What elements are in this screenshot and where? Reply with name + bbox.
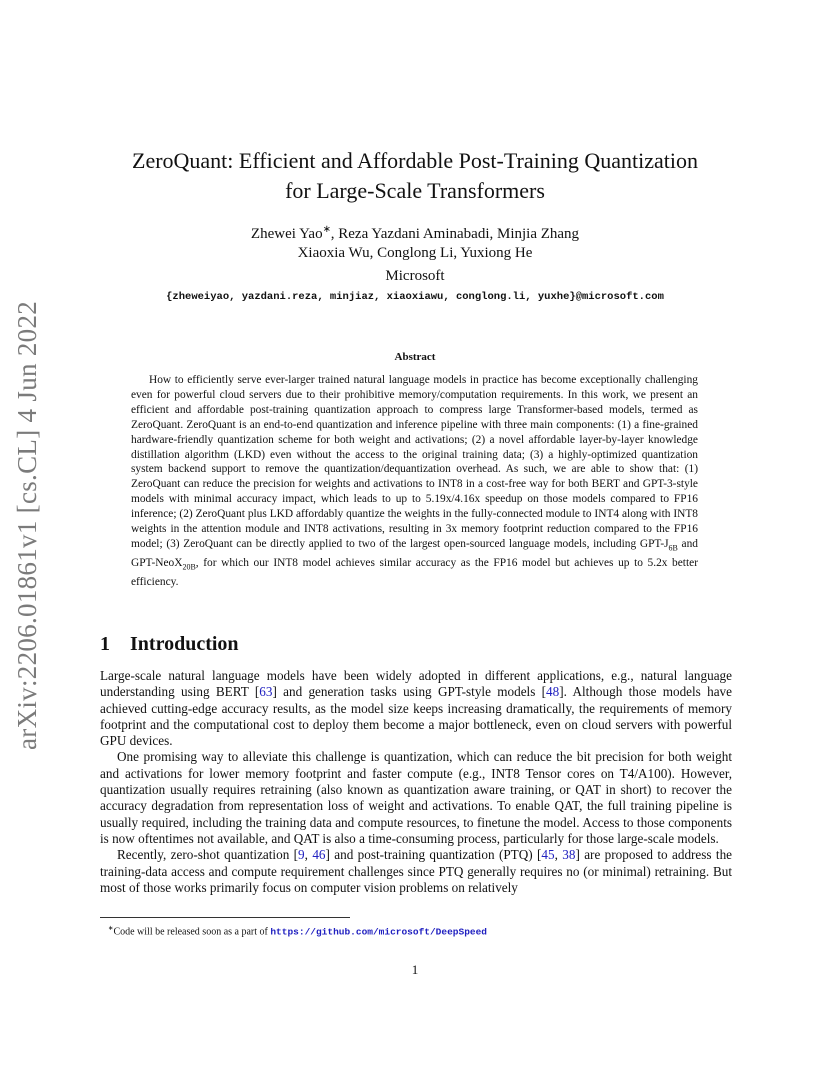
p3-separator: , [304, 847, 313, 863]
p1-text-a: Large-scale natural language models have been widely adopted in different applications, e.g., natural language understanding using BERT [ [100, 668, 732, 700]
abstract-subscript-6b: 6B [668, 543, 678, 553]
authors-line-2: Xiaoxia Wu, Conglong Li, Yuxiong He [297, 245, 533, 261]
intro-paragraph-3 [100, 847, 732, 896]
abstract-text-1: How to efficiently serve ever-larger trained natural language models in practice has become exceptionally challenging even for powerful cloud servers due to their prohibitive memory/computation requirements. In this work, we present an efficient and affordable post-training quantization approach to compress large Transformer-based models, termed as ZeroQuant. ZeroQuant is an end-to-end quantization and inference pipeline with three main components: (1) a fine-grained hardware-friendly quantization scheme for both weight and activations; (2) a novel affordable layer-by-layer knowledge distillation algorithm (LKD) even without the access to the original training data; (3) a highly-optimized quantization system backend support to remove the quantization/dequantization overhead. As such, we are able to show that: (1) ZeroQuant can reduce the precision for weights and activations to INT8 in a cost-free way for both BERT and GPT-3-style models with minimal accuracy impact, which leads to up to 5.19x/4.16x speedup on those models compared to FP16 inference; (2) ZeroQuant plus LKD affordably quantize the weights in the fully-connected module to INT4 along with INT8 weights in the attention module and INT8 activations, resulting in 3x memory footprint reduction compared to the FP16 model; (3) ZeroQuant can be directly applied to two of the largest open-sourced language models, including GPT-J [131, 374, 698, 550]
author-footnote-mark[interactable]: ∗ [322, 224, 331, 235]
authors-rest: , Reza Yazdani Aminabadi, Minjia Zhang [330, 226, 580, 242]
footnote [108, 922, 487, 938]
abstract-paragraph [131, 373, 698, 590]
abstract-text-3: , for which our INT8 model achieves similar accuracy as the FP16 model but achieves up to 5.2x better efficiency. [131, 557, 698, 589]
p3-text-c: ] are proposed to address the training-data access and compute requirement challenges since PTQ generally requires no (or minimal) retraining. But most of those works primarily focus on computer vision problems on relatively [100, 847, 733, 895]
paper-title [90, 146, 740, 206]
introduction-body [100, 668, 732, 896]
footnote-url-link[interactable]: https://github.com/microsoft/DeepSpeed [270, 926, 487, 938]
author-list [90, 220, 740, 263]
footnote-mark: ∗ [108, 925, 114, 932]
citation-link[interactable]: 46 [312, 847, 326, 863]
page-number: 1 [411, 962, 419, 977]
intro-paragraph-2: One promising way to alleviate this challenge is quantization, which can reduce the bit precision for both weight and activations for lower memory footprint and faster compute (e.g., INT8 Tensor cores on T4/A100). However, quantization usually requires retraining (also known as quantization aware training, or QAT in short) to recover the accuracy degradation from representation loss of weight and activations. To enable QAT, the full training pipeline is usually required, including the training data and compute resources, to finetune the model. Access to those components is now oftentimes not available, and QAT is also a time-consuming process, particularly for those large-scale models. [100, 749, 732, 846]
intro-paragraph-1 [100, 668, 732, 749]
p3-separator: , [554, 847, 563, 863]
title-line-2: for Large-Scale Transformers [285, 178, 545, 203]
section-heading-introduction [100, 633, 239, 656]
citation-link[interactable]: 48 [546, 684, 560, 700]
citation-link[interactable]: 38 [562, 847, 576, 863]
citation-link[interactable]: 63 [259, 684, 273, 700]
section-number: 1 [100, 633, 110, 655]
author-emails: {zheweiyao, yazdani.reza, minjiaz, xiaoxiawu, conglong.li, yuxhe}@microsoft.com [166, 291, 664, 303]
abstract-body [131, 373, 698, 590]
abstract-heading: Abstract [394, 351, 436, 363]
footnote-text: Code will be released soon as a part of [113, 926, 271, 938]
p3-text-a: Recently, zero-shot quantization [ [117, 847, 299, 863]
citation-link[interactable]: 45 [541, 847, 555, 863]
p1-text-b: ] and generation tasks using GPT-style models [ [272, 684, 547, 700]
abstract-text-2: and GPT-NeoX [131, 537, 698, 570]
author-first: Zhewei Yao [250, 226, 323, 242]
arxiv-identifier-sidebar[interactable]: arXiv:2206.01861v1 [cs.CL] 4 Jun 2022 [12, 300, 42, 750]
title-line-1: ZeroQuant: Efficient and Affordable Post-Training Quantization [132, 148, 698, 173]
section-title: Introduction [130, 633, 239, 655]
authors-line-1 [90, 220, 740, 244]
p1-text-c: ]. Although those models have achieved cutting-edge accuracy results, as the model size keeps increasing dramatically, the requirements of memory footprint and the computational cost to deploy them become a major bottleneck, even on cloud servers with powerful GPU devices. [100, 684, 733, 749]
abstract-subscript-20b: 20B [182, 562, 196, 572]
citation-link[interactable]: 9 [298, 847, 305, 863]
p3-text-b: ] and post-training quantization (PTQ) [ [325, 847, 542, 863]
affiliation: Microsoft [385, 268, 445, 284]
footnote-divider [100, 917, 350, 918]
